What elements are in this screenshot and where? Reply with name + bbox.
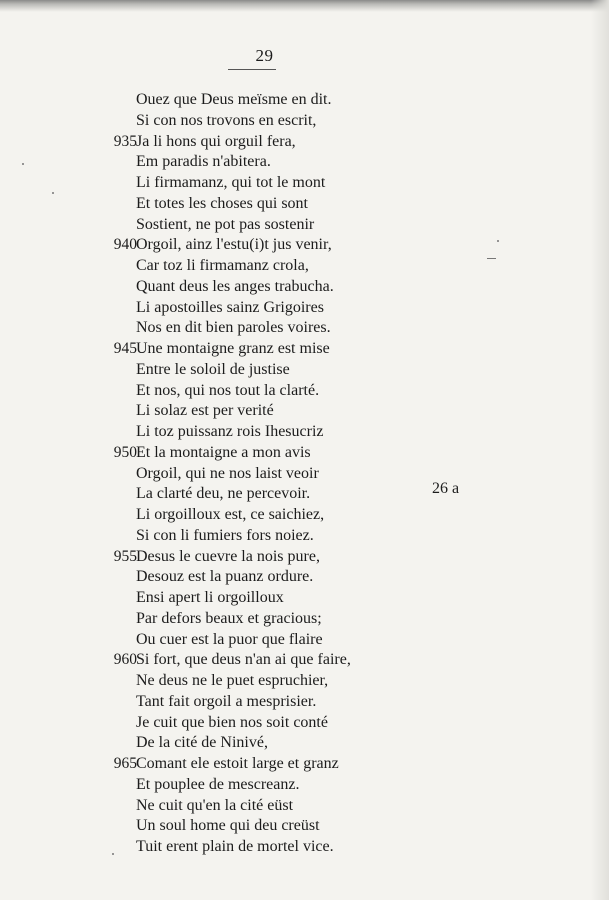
verse-text: Tuit erent plain de mortel vice.: [136, 838, 334, 855]
verse-text: Em paradis n'abitera.: [136, 153, 271, 171]
poem-line: [0, 111, 609, 132]
verse-text: Li apostoilles sainz Grigoires: [136, 298, 324, 316]
verse-text: Li toz puissanz rois Ihesucriz: [136, 423, 324, 440]
verse-text: Ne cuit qu'en la cité eüst: [136, 796, 294, 814]
scan-top-edge: [0, 0, 609, 12]
verse-text: La clarté deu, ne percevoir.: [136, 485, 311, 503]
verse-text: Un soul home qui deu creüst: [136, 817, 320, 835]
poem-line: [0, 567, 609, 588]
poem-line: [0, 235, 609, 256]
verse-text: Si con li fumiers fors noiez.: [136, 526, 314, 544]
verse-text: Desus le cuevre la nois pure,: [136, 547, 320, 565]
poem-line: [0, 256, 609, 277]
verse-text: Et nos, qui nos tout la clarté.: [136, 381, 320, 399]
line-number: 935: [113, 132, 137, 150]
poem-line: [0, 650, 609, 671]
poem-line: [0, 775, 609, 796]
folio-margin-note: 26 a: [432, 480, 460, 497]
scan-speck: [22, 163, 24, 165]
poem-line: [0, 547, 609, 568]
poem-line: [0, 215, 609, 236]
verse-text: Quant deus les anges trabucha.: [136, 277, 334, 295]
page-number-rule: [228, 69, 276, 70]
poem-line: [0, 484, 609, 505]
poem-line: [0, 277, 609, 298]
line-number: 940: [113, 236, 137, 254]
poem-line: [0, 526, 609, 547]
poem-line: [0, 443, 609, 464]
verse-text: De la cité de Ninivé,: [136, 734, 268, 752]
poem-line: [0, 464, 609, 485]
verse-text: Et totes les choses qui sont: [136, 194, 308, 212]
verse-text: Une montaigne granz est mise: [136, 340, 330, 357]
line-number: 955: [113, 547, 137, 565]
verse-text: Par defors beaux et gracious;: [136, 609, 322, 627]
line-number: 950: [113, 443, 137, 461]
line-number: 960: [113, 651, 137, 669]
verse-text: Orgoil, ainz l'estu(i)t jus venir,: [136, 236, 332, 254]
poem-line: [0, 588, 609, 609]
verse-text: Li firmamanz, qui tot le mont: [136, 174, 326, 191]
verse-text: Si fort, que deus n'an ai que faire,: [136, 651, 351, 669]
page-number: 29: [255, 46, 274, 65]
poem-line: [0, 173, 609, 194]
verse-text: Li solaz est per verité: [136, 402, 274, 420]
poem-line: [0, 298, 609, 319]
verse-text: Ou cuer est la puor que flaire: [136, 630, 323, 648]
verse-text: Je cuit que bien nos soit conté: [136, 713, 328, 731]
poem-line: [0, 152, 609, 173]
poem-line: [0, 422, 609, 443]
poem-line: [0, 713, 609, 734]
poem-line: [0, 381, 609, 402]
verse-text: Nos en dit bien paroles voires.: [136, 319, 331, 337]
verse-text: Tant fait orgoil a mesprisier.: [136, 692, 317, 710]
margin-dash: [487, 258, 496, 259]
scan-speck: [52, 192, 54, 194]
poem-line: [0, 816, 609, 837]
poem-line: [0, 194, 609, 215]
verse-text: Ne deus ne le puet espruchier,: [136, 672, 329, 689]
verse-text: Ouez que Deus meïsme en dit.: [136, 91, 332, 108]
verse-text: Ensi apert li orgoilloux: [136, 589, 284, 606]
verse-text: Ja li hons qui orguil fera,: [136, 132, 296, 150]
poem-line: [0, 630, 609, 651]
scan-speck: [112, 853, 114, 855]
verse-text: Desouz est la puanz ordure.: [136, 568, 314, 586]
verse-text: Sostient, ne pot pas sostenir: [136, 215, 315, 233]
poem-line: [0, 132, 609, 153]
poem-line: [0, 505, 609, 526]
poem-line: [0, 754, 609, 775]
scan-speck: [497, 240, 499, 242]
poem-line: [0, 692, 609, 713]
poem-line: [0, 609, 609, 630]
verse-text: Et pouplee de mescreanz.: [136, 775, 300, 793]
verse-text: Entre le soloil de justise: [136, 360, 290, 378]
poem-line: [0, 837, 609, 858]
verse-text: Et la montaigne a mon avis: [136, 443, 311, 461]
poem-line: [0, 339, 609, 360]
verse-text: Si con nos trovons en escrit,: [136, 111, 317, 129]
poem-text: [0, 90, 609, 858]
poem-line: [0, 90, 609, 111]
poem-line: [0, 671, 609, 692]
poem-line: [0, 401, 609, 422]
poem-line: [0, 318, 609, 339]
line-number: 945: [113, 340, 137, 357]
verse-text: Li orgoilloux est, ce saichiez,: [136, 506, 325, 523]
verse-text: Comant ele estoit large et granz: [136, 755, 339, 772]
line-number: 965: [113, 755, 137, 772]
poem-line: [0, 733, 609, 754]
verse-text: Orgoil, qui ne nos laist veoir: [136, 464, 319, 482]
poem-line: [0, 360, 609, 381]
poem-line: [0, 796, 609, 817]
verse-text: Car toz li firmamanz crola,: [136, 257, 309, 274]
